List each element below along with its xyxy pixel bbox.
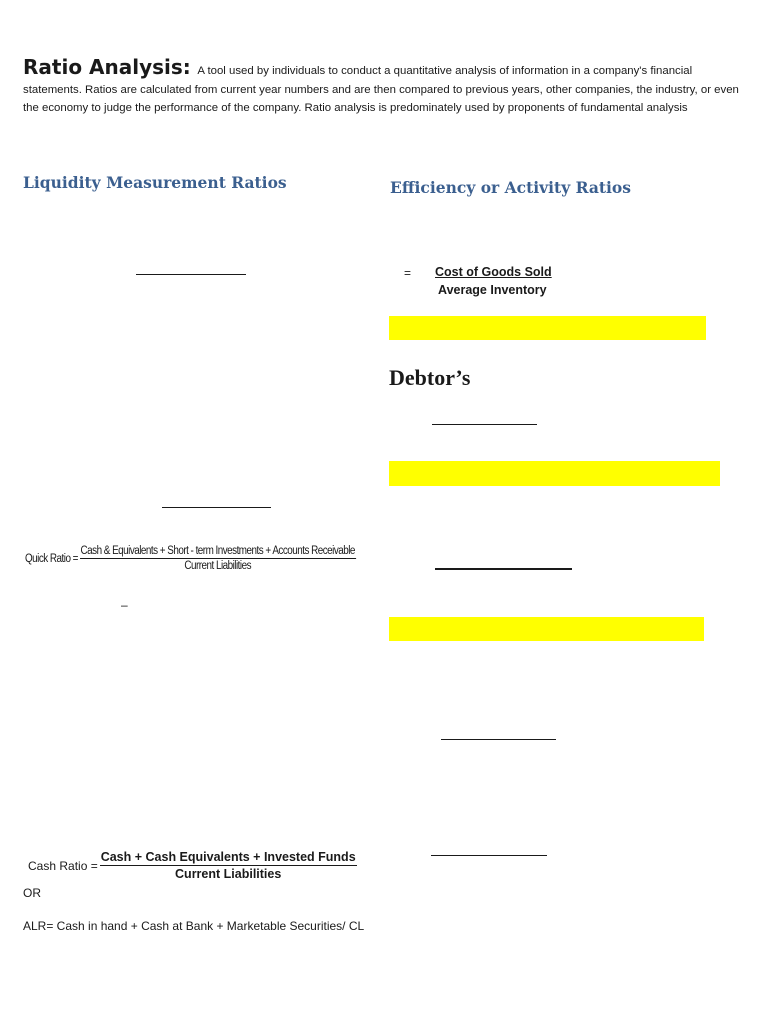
inventory-denominator: Average Inventory xyxy=(438,283,547,297)
blank-rule xyxy=(435,568,572,570)
equals-sign: = xyxy=(404,266,412,280)
or-text: OR xyxy=(23,886,41,900)
liquidity-heading: Liquidity Measurement Ratios xyxy=(23,173,287,192)
quick-ratio-fraction xyxy=(80,545,356,572)
page-title: Ratio Analysis: xyxy=(23,55,191,79)
quick-ratio-numerator: Cash & Equivalents + Short - term Investments + Accounts Receivable xyxy=(80,545,355,557)
highlight-bar xyxy=(389,617,704,641)
cash-ratio-label: Cash Ratio = xyxy=(28,858,98,873)
quick-ratio-denominator: Current Liabilities xyxy=(184,560,252,572)
intro-body: A tool used by individuals to conduct a quantitative analysis of information in a company's financial statements. Ratios are calculated from current year numbers and are then compared to previous years, other companies, the industry, or even the economy to judge the performance of the company. Ratio analysis is predominately used by proponents of fundamental analysis xyxy=(23,65,739,114)
inventory-numerator: Cost of Goods Sold xyxy=(435,265,552,279)
cash-ratio-denominator: Current Liabilities xyxy=(175,867,282,881)
blank-rule xyxy=(431,855,547,856)
blank-rule xyxy=(162,507,271,508)
alr-formula: ALR= Cash in hand + Cash at Bank + Marketable Securities/ CL xyxy=(23,919,365,933)
efficiency-heading: Efficiency or Activity Ratios xyxy=(390,178,631,197)
debtors-heading: Debtor’s xyxy=(389,365,471,390)
cash-ratio-formula xyxy=(28,850,357,881)
quick-ratio-formula xyxy=(25,545,356,572)
blank-rule xyxy=(432,424,537,425)
blank-rule xyxy=(136,274,246,275)
highlight-bar xyxy=(389,316,706,340)
cash-ratio-fraction xyxy=(100,850,357,881)
blank-rule xyxy=(441,739,556,740)
dash-mark: – xyxy=(121,598,128,612)
quick-ratio-label: Quick Ratio = xyxy=(25,552,78,565)
intro-paragraph xyxy=(23,55,745,118)
cash-ratio-numerator: Cash + Cash Equivalents + Invested Funds xyxy=(100,850,356,864)
highlight-bar xyxy=(389,461,720,486)
